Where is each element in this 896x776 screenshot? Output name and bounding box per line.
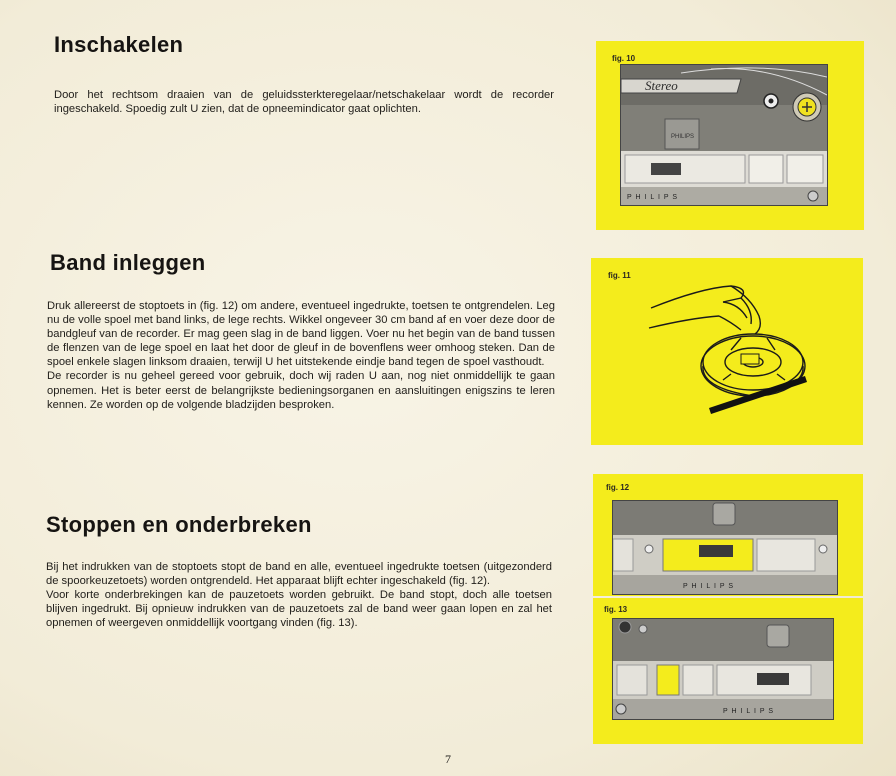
section-title-band-inleggen: Band inleggen <box>50 250 206 275</box>
paragraph: De recorder is nu geheel gereed voor gebruik, doch wij raden U aan, nog niet onmiddellijk te gaan opnemen. Het is beter eerst de belangrijkste bedieningsorganen en aansluitingen enigszins te leren kennen. Ze worden op de volgende bladzijden besproken. <box>47 370 555 411</box>
tape-reel-hand-illustration <box>591 258 863 445</box>
section-text-stoppen <box>46 560 552 630</box>
paragraph: Door het rechtsom draaien van de geluidssterkteregelaar/netschakelaar wordt de recorder ingeschakeld. Spoedig zult U zien, dat de opneemindicator gaat oplichten. <box>54 89 554 116</box>
recorder-top-illustration <box>621 65 827 205</box>
figure-11 <box>591 258 863 445</box>
figure-10 <box>596 41 864 230</box>
section-text-inschakelen <box>54 88 554 116</box>
stereo-logo: Stereo <box>645 78 678 93</box>
philips-panel-text: P H I L I P S <box>723 708 775 715</box>
figure-13 <box>593 598 863 744</box>
section-text-band-inleggen <box>47 299 555 412</box>
philips-panel-text: P H I L I P S <box>627 194 679 201</box>
recorder-photo <box>612 618 834 720</box>
paragraph: Bij het indrukken van de stoptoets stopt de band en alle, eventueel ingedrukte toetsen (uitgezonderd de spoorkeuzetoets) worden ontgrendeld. Het apparaat blijft echter ingeschakeld (fig. 12). <box>46 561 552 588</box>
philips-panel-text: P H I L I P S <box>683 583 735 590</box>
stop-key-illustration <box>613 501 837 594</box>
paragraph: Druk allereerst de stoptoets in (fig. 12) om andere, eventueel ingedrukte, toetsen te ontgrendelen. Leg nu de volle spoel met band links, de lege rechts. Wikkel ongeveer 30 cm band af en voer deze door de bandgleuf van de recorder. Er mag geen slag in de band liggen. Voer nu het begin van de band tussen de flenzen van de lege spoel en laat het door de gleuf in de bovenflens weer omhoog steken. Dan de spoel enkele slagen linksom draaien, terwijl U het uitstekende eindje band tegen de spoel vasthoudt. <box>47 300 555 369</box>
paragraph: Voor korte onderbrekingen kan de pauzetoets worden gebruikt. De band stopt, doch alle toetsen blijven ingedrukt. Bij opnieuw indrukken van de pauzetoets zal de band weer gaan lopen en zal het opnemen of weergeven onmiddellijk voortgang vinden (fig. 13). <box>46 589 552 630</box>
recorder-photo <box>612 500 838 595</box>
figure-label: fig. 10 <box>612 54 636 63</box>
pause-key-illustration <box>613 619 833 719</box>
figure-label: fig. 12 <box>606 483 630 492</box>
recorder-photo <box>620 64 828 206</box>
svg-text:PHILIPS: PHILIPS <box>671 134 695 140</box>
figure-label: fig. 11 <box>608 271 631 280</box>
section-title-inschakelen: Inschakelen <box>54 32 184 57</box>
section-title-stoppen: Stoppen en onderbreken <box>46 512 312 537</box>
figure-label: fig. 13 <box>604 605 628 614</box>
figure-12 <box>593 474 863 596</box>
page-number: 7 <box>445 752 451 766</box>
